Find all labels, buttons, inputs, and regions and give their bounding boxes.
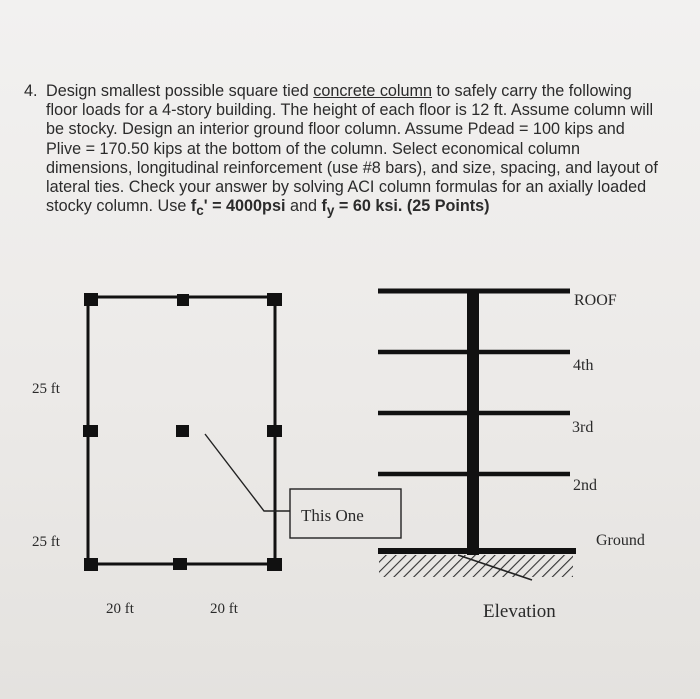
column-mid-left xyxy=(83,425,98,437)
column-bottom-left xyxy=(84,558,98,571)
problem-text-2: to safely carry the following floor loads for a 4-story building. The height of each floor is 12 ft. Assume column will be stocky. Design an interior ground floor column. Assume Pdead = 100 kips and Plive = 170.50 kips at the bottom of the column. Select economical column dimensions, longitudinal reinforcement (use #8 bars), and size, spacing, and layout of lateral ties. Check your answer by solving ACI column formulas for an axially loaded stocky column. Use xyxy=(46,82,658,216)
fc-subscript: c xyxy=(196,203,204,219)
level-roof: ROOF xyxy=(574,292,617,309)
callout-label: This One xyxy=(301,506,364,525)
elevation-view xyxy=(378,289,645,622)
level-4th: 4th xyxy=(573,357,594,374)
fy-label: f xyxy=(321,197,327,216)
column-interior xyxy=(176,425,189,437)
level-ground: Ground xyxy=(596,532,645,549)
level-2nd: 2nd xyxy=(573,477,597,494)
plan-dim-left: 20 ft xyxy=(106,601,134,617)
points-text: (25 Points) xyxy=(402,197,490,216)
elevation-caption: Elevation xyxy=(483,601,556,622)
plan-dim-bottom: 25 ft xyxy=(32,534,60,550)
callout-leader-line xyxy=(205,434,290,511)
column-bottom-middle xyxy=(173,558,187,570)
column-bottom-right xyxy=(267,558,282,571)
fy-subscript: y xyxy=(326,203,335,219)
column-top-middle xyxy=(177,294,189,306)
column-mid-right xyxy=(267,425,282,437)
fy-value: = 60 ksi. xyxy=(334,197,403,216)
fc-label: f xyxy=(190,197,197,216)
problem-number: 4. xyxy=(24,82,38,100)
problem-text-1: Design smallest possible square tied xyxy=(46,82,314,100)
elevation-column xyxy=(467,289,479,555)
concrete-column-link[interactable]: concrete column xyxy=(313,82,433,100)
fc-value: ' = 4000psi xyxy=(203,197,286,216)
level-3rd: 3rd xyxy=(572,419,594,436)
and-text: and xyxy=(285,197,322,216)
plan-dim-top: 25 ft xyxy=(32,381,60,397)
ground-hatch xyxy=(379,555,573,577)
plan-view xyxy=(32,293,401,617)
plan-dim-right: 20 ft xyxy=(210,601,238,617)
column-top-left xyxy=(84,293,98,306)
column-top-right xyxy=(267,293,282,306)
